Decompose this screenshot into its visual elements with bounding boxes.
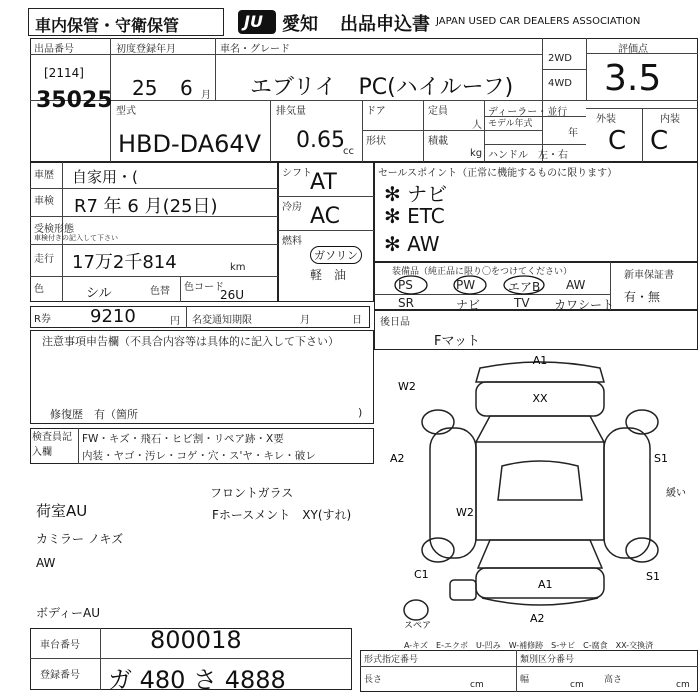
lot-label: 出品番号 <box>34 44 74 55</box>
inspection-value: R7 年 6 月(25日) <box>74 196 218 217</box>
ju-logo: JU <box>238 10 276 34</box>
warranty-value: 有・無 <box>624 290 661 304</box>
color-value: シル <box>86 286 112 301</box>
mark-a1-bottom: A1 <box>538 578 553 591</box>
length-unit: cm <box>470 680 484 690</box>
mark-c1: C1 <box>414 568 429 581</box>
exterior-value: C <box>608 126 627 156</box>
exterior-label: 外装 <box>596 114 616 125</box>
later-value: Fマット <box>434 334 480 349</box>
width-label: 幅 <box>520 675 530 685</box>
mark-s1-right: S1 <box>654 452 668 465</box>
mileage-label: 走行 <box>34 254 54 265</box>
later-box <box>374 310 698 350</box>
repair-close: ) <box>358 406 363 419</box>
type-spec-label: 形式指定番号 <box>364 655 419 665</box>
chassis-value: 800018 <box>150 626 242 654</box>
load-label: 積載 <box>428 136 448 147</box>
fuel-gas: ガソリン <box>310 246 362 264</box>
inspection-label: 車検 <box>34 196 54 207</box>
recycle-value: 9210 <box>90 306 136 327</box>
color-sub-label: 色替 <box>150 286 170 297</box>
car-diagram <box>390 350 696 630</box>
plate-value: ガ 480 さ 4888 <box>108 666 286 694</box>
capacity-label: 定員 <box>428 106 448 117</box>
drive-4wd: 4WD <box>548 78 572 89</box>
aircon-value: AC <box>310 204 341 229</box>
car-name-label: 車名・グレード <box>220 44 290 55</box>
interior-label: 内装 <box>660 114 680 125</box>
mark-a2-left: A2 <box>390 452 405 465</box>
option-sr: SR <box>398 296 414 310</box>
received-sub: 車検付きの記入して下さい <box>34 234 118 242</box>
note-aw: AW <box>36 556 56 570</box>
grade-label: 評価点 <box>618 44 648 55</box>
mark-a1-top: A1 <box>532 354 548 367</box>
sales-point-2: ✻ ETC <box>384 204 445 228</box>
yen-unit: 円 <box>170 316 180 327</box>
inspector-label: 検査員記入欄 <box>32 432 72 458</box>
drive-2wd: 2WD <box>548 53 572 64</box>
grade-value: 3.5 <box>604 58 662 99</box>
length-label: 長さ <box>364 675 383 685</box>
assoc-name: JAPAN USED CAR DEALERS ASSOCIATION <box>436 16 641 27</box>
shift-label: シフト <box>282 168 312 179</box>
option-airbag: エアB <box>508 280 541 294</box>
mark-w2-center: W2 <box>456 506 474 519</box>
recycle-label: R券 <box>34 314 51 325</box>
owner-month: 月 <box>300 315 310 326</box>
warranty-label: 新車保証書 <box>624 270 674 281</box>
shape-label: 形状 <box>366 136 386 147</box>
mark-w2-left: W2 <box>398 380 416 393</box>
diagram-note: 緩い <box>666 488 686 499</box>
option-tv: TV <box>514 296 530 310</box>
displacement-label: 排気量 <box>276 106 306 117</box>
fuel-label: 燃料 <box>282 236 302 247</box>
month-unit: 月 <box>201 90 211 101</box>
shift-value: AT <box>310 170 337 195</box>
spare-label: スペア <box>404 621 432 630</box>
doc-title: 出品申込書 <box>340 14 430 35</box>
owner-label: 名変通知期限 <box>192 315 252 326</box>
option-pw: PW <box>456 278 476 292</box>
fuel-diesel: 軽 油 <box>310 268 347 282</box>
class-label: 類別区分番号 <box>520 655 575 665</box>
option-aw: AW <box>566 278 586 292</box>
history-label: 車歴 <box>34 170 54 181</box>
remarks-label: 注意事項申告欄（不具合内容等は具体的に記入して下さい） <box>42 335 339 348</box>
model-year-label: モデル年式 <box>488 119 533 129</box>
kg-unit: kg <box>470 148 483 159</box>
damage-legend: A-キズ E-エクボ U-凹み W-補修跡 S-サビ C-腐食 XX-交換済 <box>404 641 654 650</box>
option-navi: ナビ <box>456 298 481 312</box>
option-ps: PS <box>398 278 413 292</box>
storage-notice: 車内保管・守衛保管 <box>35 16 180 35</box>
options-label: 装備品（純正品に限り〇をつけてください） <box>392 267 573 277</box>
check-row-2: 内装・ヤゴ・汚レ・コゲ・穴・ス'ヤ・キレ・破レ <box>82 450 316 462</box>
mark-a2-bottom: A2 <box>530 612 545 625</box>
km-unit: km <box>230 262 246 273</box>
sales-point-1: ✻ ナビ <box>384 182 448 206</box>
repair-label: 修復歴 有（箇所 <box>50 408 138 421</box>
note-windshield: フロントガラス <box>210 486 294 500</box>
height-unit: cm <box>676 680 690 690</box>
storage-notice-box <box>28 8 224 36</box>
received-label: 受検形態 <box>34 224 74 235</box>
history-value: 自家用・( <box>72 168 138 186</box>
plate-label: 登録番号 <box>40 670 80 681</box>
height-label: 高さ <box>604 675 623 685</box>
lot-number: 35025 <box>36 88 113 113</box>
mark-xx: XX <box>532 392 548 405</box>
note-body: ボディーAU <box>36 606 101 620</box>
year-unit: 年 <box>568 128 578 139</box>
lot-small: [2114] <box>44 66 84 80</box>
first-reg-label: 初度登録年月 <box>116 44 176 55</box>
owner-day: 日 <box>352 315 362 326</box>
option-seat: カワシート <box>554 298 615 312</box>
mark-s1-bottom: S1 <box>646 570 660 583</box>
color-code-label: 色コード <box>184 282 224 293</box>
aircon-label: 冷房 <box>282 202 302 213</box>
color-code-value: 26U <box>220 288 245 302</box>
note-reinforcement: Fホースメント XY(すれ) <box>212 508 352 522</box>
displacement: 0.65 <box>296 128 345 153</box>
cc-unit: cc <box>343 146 354 157</box>
later-label: 後日品 <box>380 317 410 328</box>
car-name: エブリイ PC(ハイルーフ) <box>250 75 514 100</box>
mileage-value: 17万2千814 <box>72 252 177 273</box>
door-label: ドア <box>366 106 386 117</box>
option-circles <box>374 262 610 310</box>
person-unit: 人 <box>472 120 482 131</box>
handle-label: ハンドル 左・右 <box>488 150 568 161</box>
org-name: 愛知 <box>282 14 318 35</box>
sales-label: セールスポイント（正常に機能するものに限ります） <box>378 168 618 179</box>
first-reg-year: 25 <box>132 76 158 100</box>
note-mirror: カミラー ノキズ <box>36 532 124 546</box>
width-unit: cm <box>570 680 584 690</box>
model-code: HBD-DA64V <box>118 130 262 158</box>
note-cargo: 荷室AU <box>36 502 88 520</box>
sales-point-3: ✻ AW <box>384 232 440 256</box>
first-reg-month: 6 <box>180 76 193 100</box>
dealer-label: ディーラー・並行 <box>488 107 568 118</box>
color-label: 色 <box>34 284 44 295</box>
interior-value: C <box>650 126 669 156</box>
check-row-1: FW・キズ・飛石・ヒビ割・リペア跡・X要 <box>82 433 284 445</box>
chassis-label: 車台番号 <box>40 640 80 651</box>
model-label: 型式 <box>116 106 136 117</box>
